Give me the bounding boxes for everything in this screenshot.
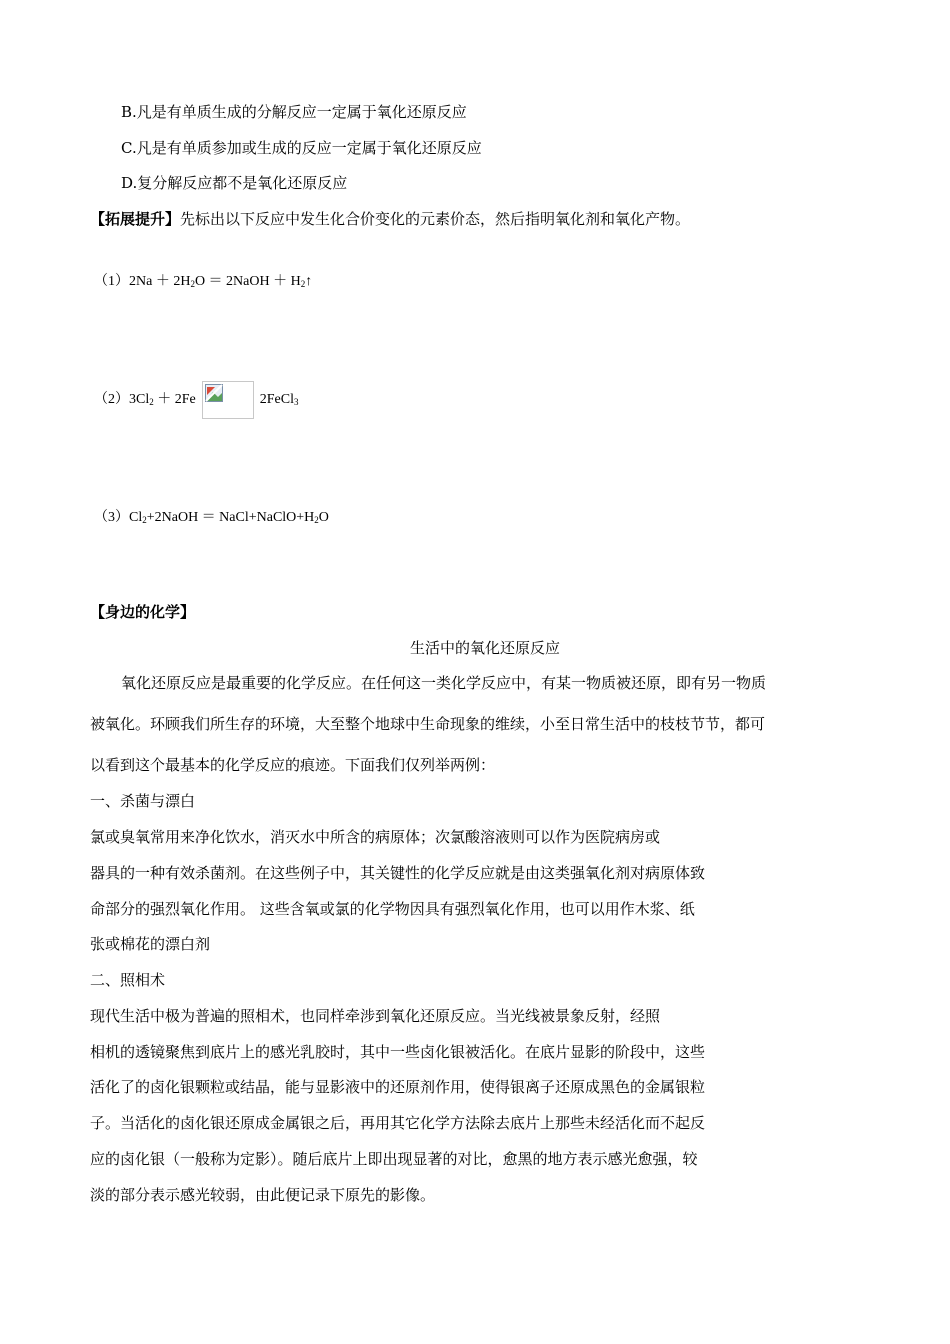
equation-1-subscript-b: 2 — [300, 279, 306, 289]
equation-2-number: （2） — [94, 392, 129, 408]
equation-2 — [94, 381, 298, 421]
equation-2-product: 2FeCl — [259, 392, 294, 408]
part-1-title: 一、杀菌与漂白 — [90, 792, 196, 810]
intro-line-2: 被氧化。环顾我们所生存的环境，大至整个地球中生命现象的维续，小至日常生活中的枝枝节节，都可 — [90, 715, 766, 733]
equation-2-part-a: 3Cl — [129, 392, 150, 408]
equation-1 — [94, 271, 312, 295]
equation-3-part-c: O — [318, 510, 329, 525]
equation-2-subscript-c: 3 — [293, 397, 299, 408]
part-1-line-1: 氯或臭氧常用来净化饮水，消灭水中所含的病原体；次氯酸溶液则可以作为医院病房或 — [90, 828, 661, 846]
option-d: D.复分解反应都不是氧化还原反应 — [121, 174, 348, 192]
equation-3-subscript-b: 2 — [314, 515, 319, 525]
equation-3-part-a: Cl — [129, 510, 143, 525]
intro-line-3: 以看到这个最基本的化学反应的痕迹。下面我们仅列举两例： — [90, 756, 496, 774]
equation-3-subscript-a: 2 — [142, 515, 147, 525]
equation-1-part-b: O ＝ 2NaOH ＋ H — [194, 274, 301, 289]
section-heading: 【身边的化学】 — [90, 603, 196, 621]
part-1-line-4: 张或棉花的漂白剂 — [90, 935, 211, 953]
part-1-line-2: 器具的一种有效杀菌剂。在这些例子中，其关键性的化学反应就是由这类强氧化剂对病原体致 — [90, 864, 706, 882]
extension-instruction: 先标出以下反应中发生化合价变化的元素价态，然后指明氧化剂和氧化产物。 — [180, 210, 691, 228]
part-1-line-3: 命部分的强烈氧化作用。 这些含氧或氯的化学物因具有强烈氧化作用，也可以用作木浆、纸 — [90, 900, 695, 918]
article-title: 生活中的氧化还原反应 — [410, 639, 561, 657]
equation-2-subscript-a: 2 — [149, 397, 154, 408]
equation-1-part-a: 2Na ＋ 2H — [129, 274, 191, 289]
equation-1-number: （1） — [94, 274, 129, 289]
gas-arrow-icon: ↑ — [305, 274, 313, 289]
part-2-line-5: 应的卤化银（一般称为定影）。随后底片上即出现显著的对比，愈黑的地方表示感光愈强，较 — [90, 1150, 698, 1168]
equation-3-number: （3） — [94, 510, 129, 525]
extension-heading: 【拓展提升】 — [90, 210, 181, 228]
broken-image-icon — [205, 384, 223, 402]
option-b: B.凡是有单质生成的分解反应一定属于氧化还原反应 — [121, 103, 467, 121]
equation-3 — [94, 507, 329, 531]
equation-3-part-b: +2NaOH ＝ NaCl+NaClO+H — [146, 510, 315, 525]
part-2-line-4: 子。当活化的卤化银还原成金属银之后，再用其它化学方法除去底片上那些未经活化而不起反 — [90, 1114, 706, 1132]
part-2-line-6: 淡的部分表示感光较弱，由此便记录下原先的影像。 — [90, 1186, 436, 1204]
equation-1-subscript-a: 2 — [190, 279, 195, 289]
part-2-line-1: 现代生活中极为普遍的照相术，也同样牵涉到氧化还原反应。当光线被景象反射，经照 — [90, 1007, 661, 1025]
extension-line — [90, 208, 690, 230]
equation-2-part-b: ＋ 2Fe — [153, 392, 196, 408]
reaction-condition-image — [202, 381, 254, 419]
option-c: C.凡是有单质参加或生成的反应一定属于氧化还原反应 — [121, 139, 482, 157]
part-2-line-2: 相机的透镜聚焦到底片上的感光乳胶时，其中一些卤化银被活化。在底片显影的阶段中，这些 — [90, 1043, 706, 1061]
intro-line-1: 氧化还原反应是最重要的化学反应。在任何这一类化学反应中，有某一物质被还原，即有另一物质 — [121, 674, 767, 692]
part-2-title: 二、照相术 — [90, 971, 166, 989]
part-2-line-3: 活化了的卤化银颗粒或结晶，能与显影液中的还原剂作用，使得银离子还原成黑色的金属银粒 — [90, 1078, 706, 1096]
